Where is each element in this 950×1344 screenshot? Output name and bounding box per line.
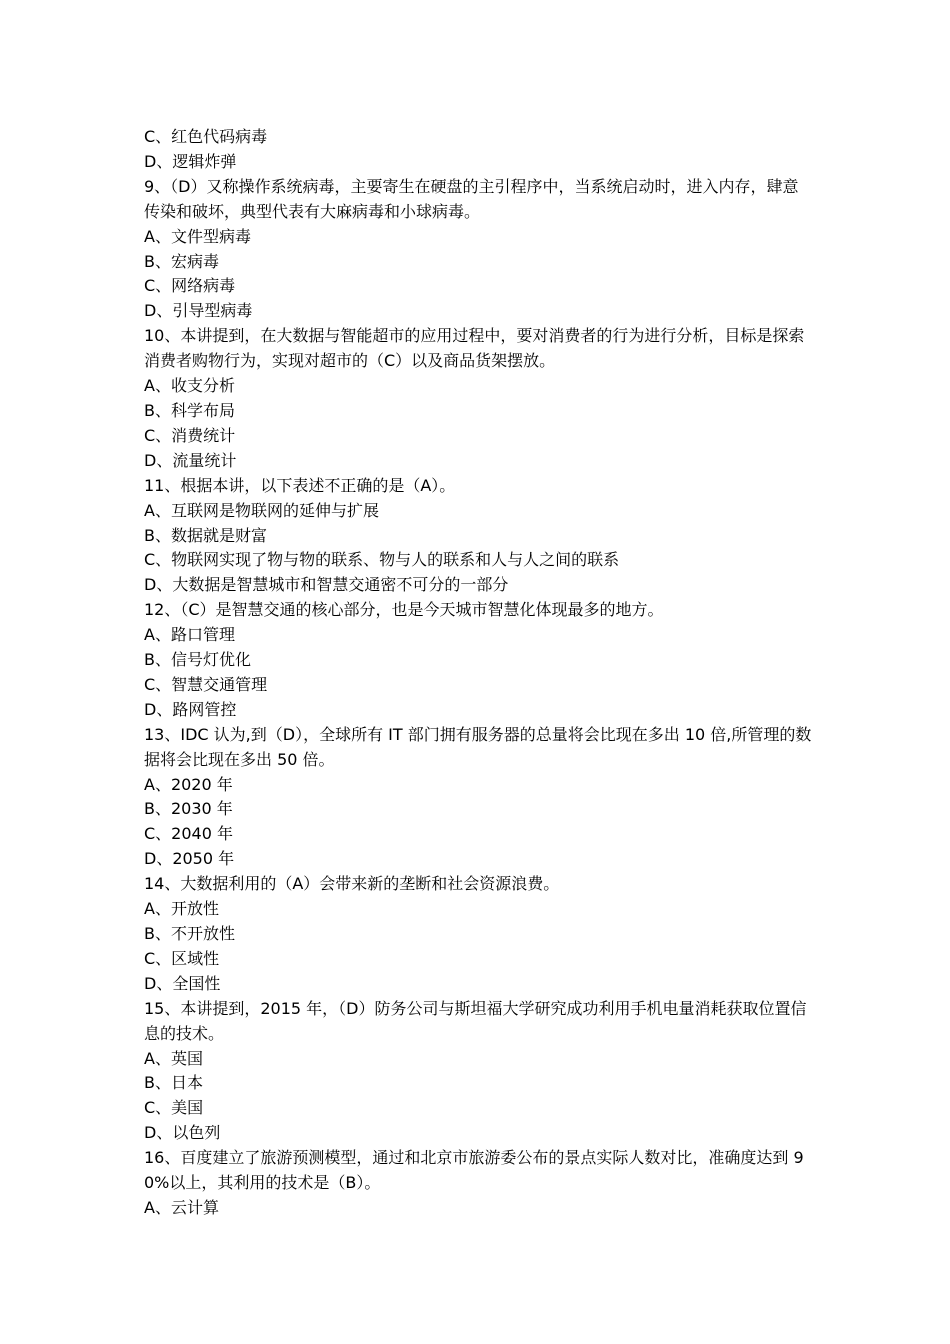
text-line: D、逻辑炸弹 <box>144 151 237 171</box>
option-line: B、科学布局 <box>144 400 235 420</box>
option-line: A、收支分析 <box>144 376 235 396</box>
option-line: D、大数据是智慧城市和智慧交通密不可分的一部分 <box>144 575 509 595</box>
question-15: 15、本讲提到，2015 年，（D）防务公司与斯坦福大学研究成功利用手机电量消耗获取位置信息的技术。 <box>144 998 807 1043</box>
option-line: B、信号灯优化 <box>144 650 251 670</box>
option-line: D、全国性 <box>144 973 221 993</box>
option-line: A、互联网是物联网的延伸与扩展 <box>144 500 379 520</box>
option-line: A、文件型病毒 <box>144 226 251 246</box>
option-line: A、英国 <box>144 1048 203 1068</box>
option-line: D、路网管控 <box>144 699 237 719</box>
option-line: A、路口管理 <box>144 625 235 645</box>
option-line: C、物联网实现了物与物的联系、物与人的联系和人与人之间的联系 <box>144 550 620 570</box>
option-line: A、开放性 <box>144 899 219 919</box>
option-line: D、流量统计 <box>144 450 237 470</box>
option-line: B、不开放性 <box>144 924 235 943</box>
question-16: 16、百度建立了旅游预测模型，通过和北京市旅游委公布的景点实际人数对比，准确度达到 90%以上，其利用的技术是（B）。 <box>144 1148 804 1193</box>
question-12: 12、（C）是智慧交通的核心部分，也是今天城市智慧化体现最多的地方。 <box>144 600 664 620</box>
option-line: D、2050 年 <box>144 849 235 869</box>
question-9: 9、（D）又称操作系统病毒，主要寄生在硬盘的主引程序中，当系统启动时，进入内存，肆意传染和破坏，典型代表有大麻病毒和小球病毒。 <box>144 176 799 221</box>
option-line: C、网络病毒 <box>144 276 236 296</box>
option-line: D、引导型病毒 <box>144 301 253 321</box>
document-body <box>144 125 814 1221</box>
option-line: B、2030 年 <box>144 799 233 819</box>
text-line: C、红色代码病毒 <box>144 127 268 146</box>
question-10: 10、本讲提到，在大数据与智能超市的应用过程中，要对消费者的行为进行分析，目标是探索消费者购物行为，实现对超市的（C）以及商品货架摆放。 <box>144 326 805 371</box>
option-line: C、消费统计 <box>144 425 236 445</box>
option-line: B、日本 <box>144 1073 203 1093</box>
option-line: C、美国 <box>144 1098 204 1118</box>
question-13: 13、IDC 认为,到（D），全球所有 IT 部门拥有服务器的总量将会比现在多出 10 倍,所管理的数据将会比现在多出 50 倍。 <box>144 724 812 769</box>
question-14: 14、大数据利用的（A）会带来新的垄断和社会资源浪费。 <box>144 874 560 894</box>
option-line: D、以色列 <box>144 1123 221 1143</box>
option-line: A、2020 年 <box>144 774 233 794</box>
option-line: B、宏病毒 <box>144 251 219 271</box>
option-line: C、智慧交通管理 <box>144 674 268 694</box>
option-line: B、数据就是财富 <box>144 525 267 545</box>
option-line: C、区域性 <box>144 948 220 968</box>
option-line: C、2040 年 <box>144 824 233 844</box>
option-line: A、云计算 <box>144 1197 219 1217</box>
question-11: 11、根据本讲，以下表述不正确的是（A）。 <box>144 475 456 495</box>
